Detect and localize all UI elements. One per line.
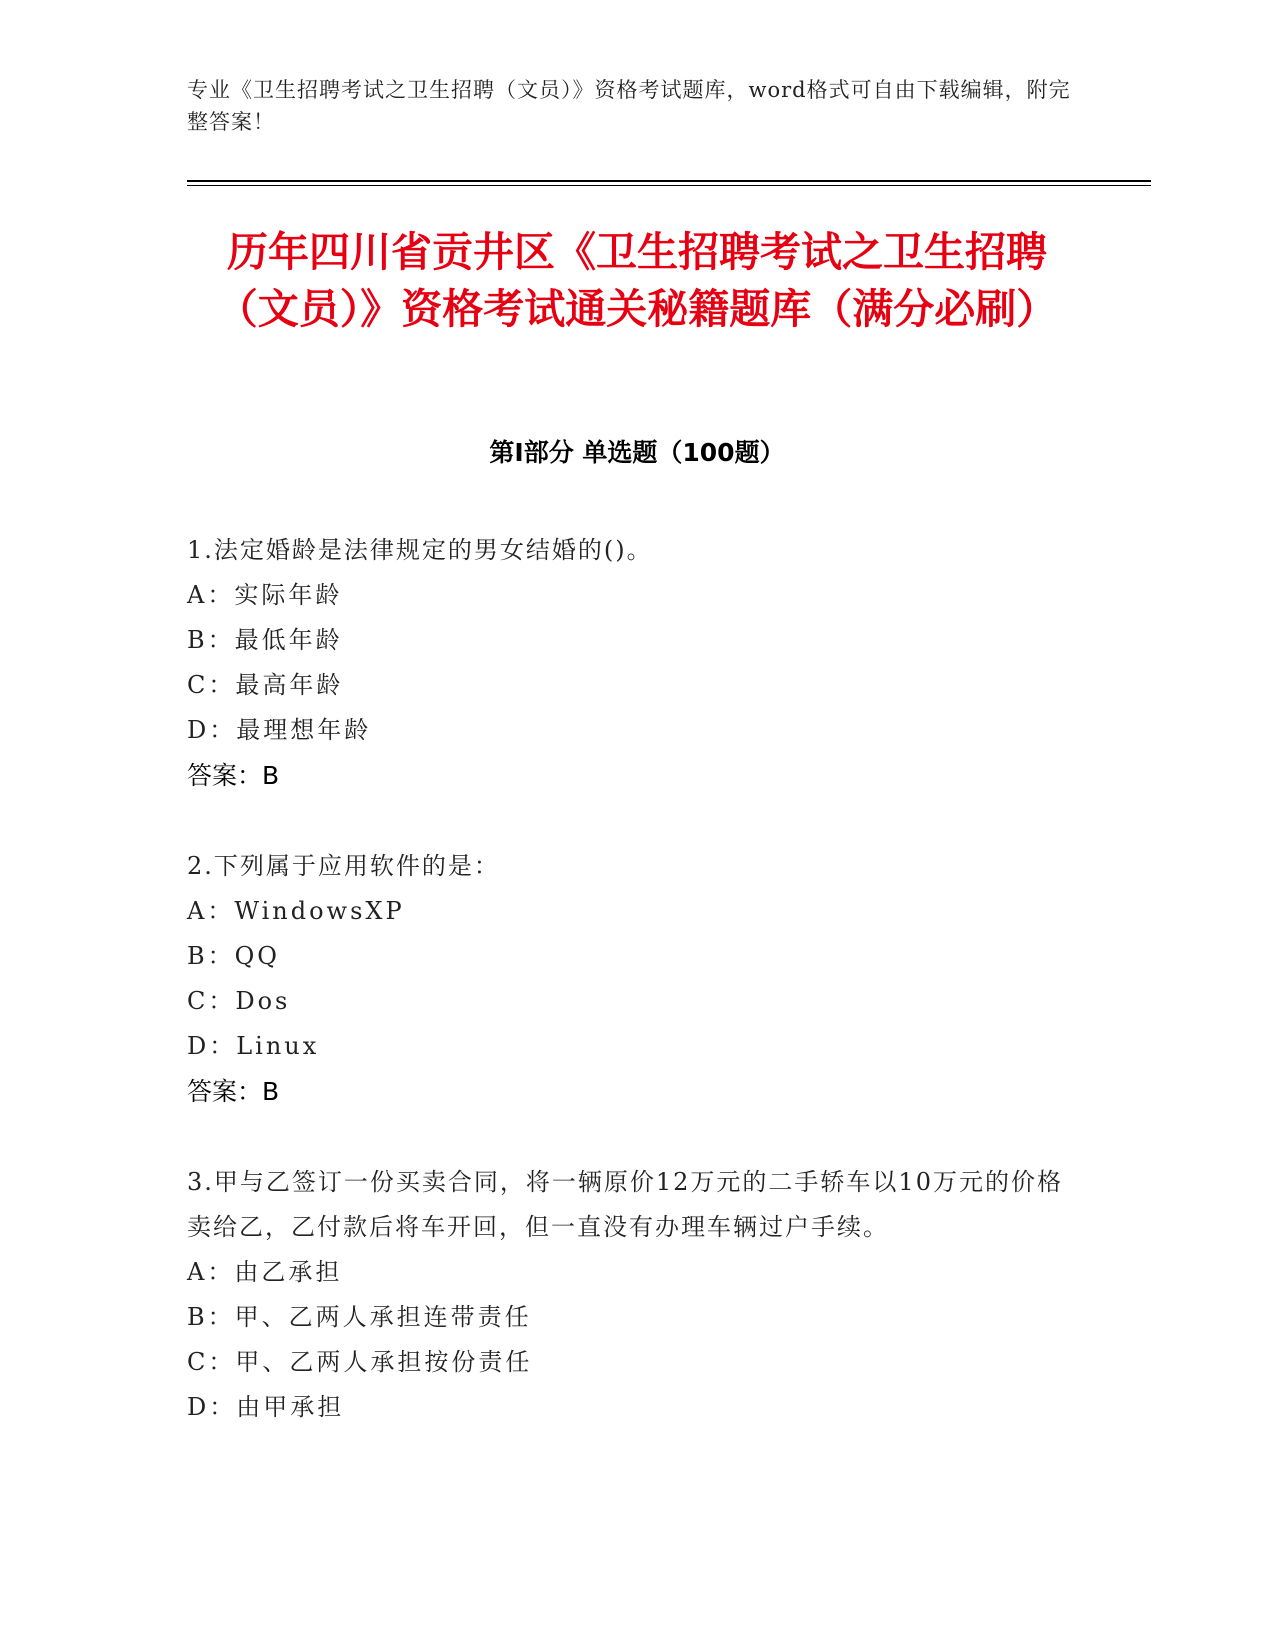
question-spacer	[187, 1114, 1067, 1160]
answer: 答案：B	[187, 761, 280, 790]
document-title: 历年四川省贡井区《卫生招聘考试之卫生招聘（文员）》资格考试通关秘籍题库（满分必刷）	[216, 228, 1058, 333]
question-spacer	[187, 798, 1067, 844]
answer: 答案：B	[187, 1077, 280, 1106]
question-text: 1.法定婚龄是法律规定的男女结婚的()。	[187, 536, 653, 564]
question-list	[187, 528, 1067, 1430]
option-c: C：Dos	[187, 987, 291, 1015]
question-text: 3.甲与乙签订一份买卖合同，将一辆原价12万元的二手轿车以10万元的价格卖给乙，乙付款后将车开回，但一直没有办理车辆过户手续。	[187, 1168, 1063, 1241]
option-a: A：实际年龄	[187, 581, 343, 609]
option-a: A：WindowsXP	[187, 897, 405, 925]
section-heading: 第Ⅰ部分 单选题（100题）	[489, 438, 785, 467]
question-text: 2.下列属于应用软件的是：	[187, 852, 500, 880]
header-divider-thin	[187, 185, 1151, 186]
option-b: B：QQ	[187, 942, 280, 970]
option-b: B：最低年龄	[187, 626, 343, 654]
option-a: A：由乙承担	[187, 1258, 343, 1286]
option-d: D：由甲承担	[187, 1393, 345, 1421]
question-1	[187, 528, 1067, 798]
question-2	[187, 844, 1067, 1114]
option-d: D：Linux	[187, 1032, 320, 1060]
question-3	[187, 1160, 1067, 1430]
option-c: C：最高年龄	[187, 671, 344, 699]
option-b: B：甲、乙两人承担连带责任	[187, 1303, 532, 1331]
option-c: C：甲、乙两人承担按份责任	[187, 1348, 533, 1376]
option-d: D：最理想年龄	[187, 716, 372, 744]
header-note: 专业《卫生招聘考试之卫生招聘（文员）》资格考试题库，word格式可自由下载编辑，附完整答案！	[187, 78, 1071, 134]
header-divider-thick	[187, 180, 1151, 182]
